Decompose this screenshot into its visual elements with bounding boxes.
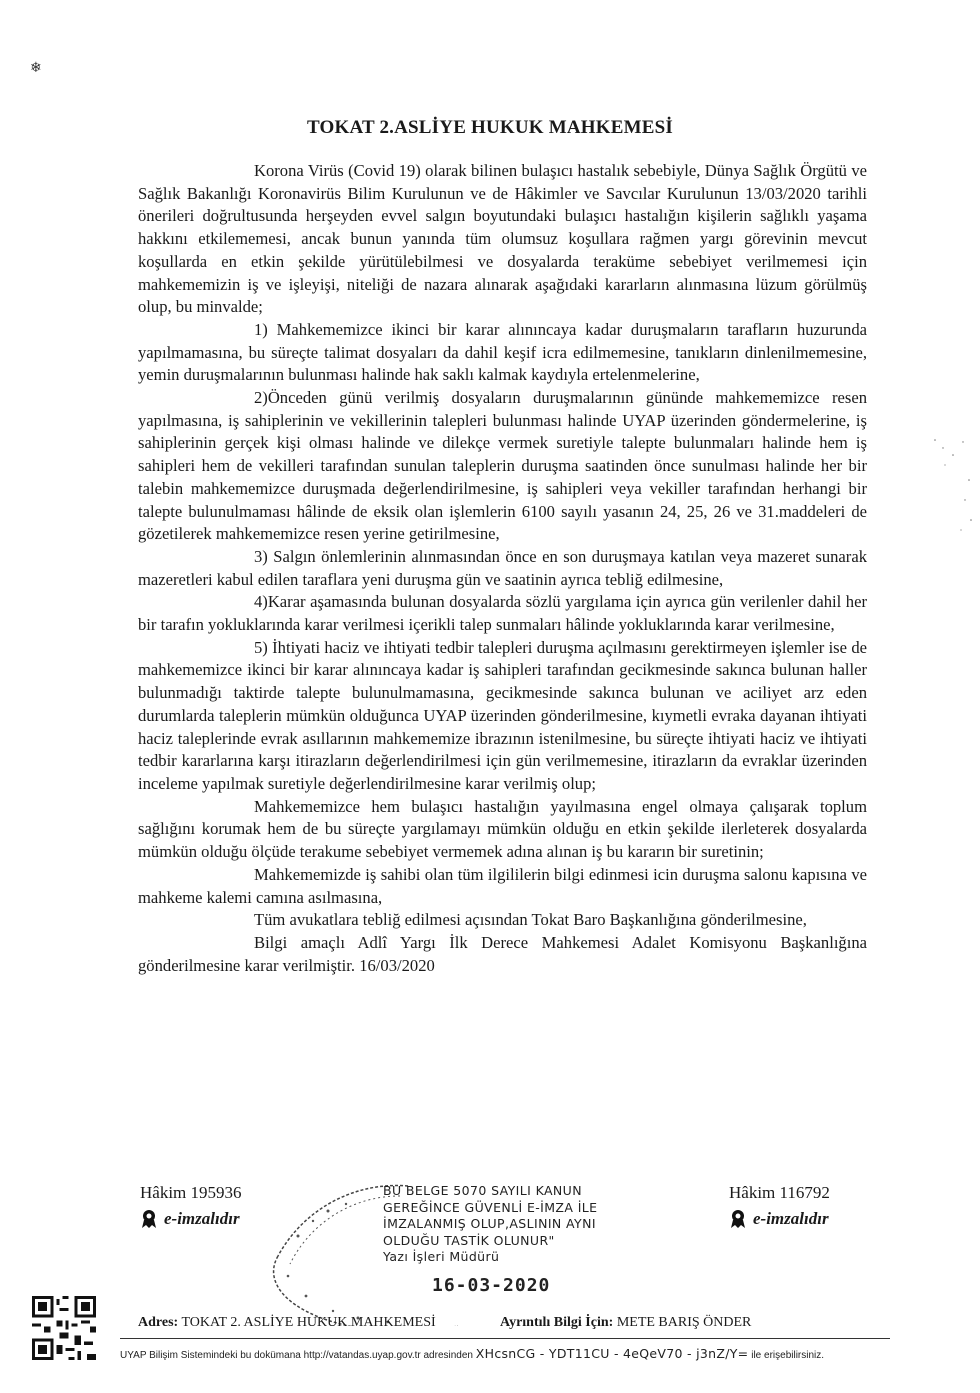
e-signature-seal-icon	[140, 1209, 158, 1229]
stamp-date: 16-03-2020	[432, 1275, 551, 1296]
address-label: Adres:	[138, 1315, 179, 1330]
closing-paragraph-2: Mahkememizde iş sahibi olan tüm ilgililerin bilgi edinmesi icin duruşma salonu kapısına ve mahkeme kalemi camına asılmasına,	[138, 864, 867, 907]
intro-paragraph: Korona Virüs (Covid 19) olarak bilinen bulaşıcı hastalık sebebiyle, Dünya Sağlık Örgütü ve Sağlık Bakanlığı Koronavirüs Bilim Kurulunun ve de Hâkimler ve Savcılar Kurulunun 13/03/2020 tarihli önerileri doğrultusunda herşeyden evvel salgın boyutundaki bulaşıcı hastalığın kişilerin sağlıklı yaşama hakkını etkilememesi, ancak bunun yanında tüm olumsuz koşullara rağmen yargı görevinin mevcut koşullarda en etkin şekilde yürütülebilmesi ve dosyalarda teraküme sebebiyet verilmemesi için mahkememizin iş ve işleyişi, niteliği de nazara alınarak aşağıdaki kararların alınmasına lüzum görülmüş olup, bu minvalde;	[138, 161, 867, 317]
contact-block	[500, 1315, 751, 1331]
qr-code-icon	[32, 1296, 96, 1360]
decision-item-2: 2)Önceden günü verilmiş dosyaların duruşmalarının gününde mahkememizce resen yapılmasına, iş sahiplerinin ve vekillerinin talepleri bulunması halinde UYAP üzerinden göndermelerine, iş sahiplerinin gerçek kişi olması halinde ve dilekçe vermek suretiyle talepte bulunmaları halinde hem iş sahipleri hem de vekilleri tarafından sunulan taleplerin duruşma saatinden önce sunulması halinde her bir talebin mahkememizce duruşmada değerlendirilmesine, iş sahipleri veya vekiller tarafından herhangi bir talepte bulunulmaması hâlinde de eksik olan işlemlerin 6100 sayılı yasanın 24, 25, 26 ve 31.maddeleri de gözetilerek mahkememizce resen yerine getirilmesine,	[138, 388, 867, 544]
stamp-line: İMZALANMIŞ OLUP,ASLININ AYNI	[383, 1216, 596, 1231]
judge-title-left: Hâkim 195936	[140, 1183, 242, 1202]
stamp-line: OLDUĞU TASTİK OLUNUR"	[383, 1232, 555, 1248]
stamp-text-block	[383, 1183, 597, 1266]
decision-item-1: 1) Mahkememizce ikinci bir karar alınıncaya kadar duruşmaların tarafların huzurunda yapılmamasına, bu süreçte talimat dosyaları da dahil keşif icra edilmemesine, tanıkların dinlenilmemesine, yemin duruşmalarının bulunması halinde hak saklı kalmak kaydıyla ertelenmelerine,	[138, 319, 867, 385]
footer-divider	[120, 1338, 890, 1339]
verification-code: XHcsnCG - YDT11CU - 4eQeV70 - j3nZ/Y=	[475, 1346, 749, 1361]
esign-label-left	[140, 1209, 242, 1229]
stamp-line: Yazı İşleri Müdürü	[383, 1249, 500, 1264]
document-title: TOKAT 2.ASLİYE HUKUK MAHKEMESİ	[306, 117, 673, 138]
footer-suffix: ile erişebilirsiniz.	[751, 1350, 825, 1361]
closing-paragraph-3: Tüm avukatlara tebliğ edilmesi açısından Tokat Baro Başkanlığına gönderilmesine,	[254, 910, 807, 930]
address-value: TOKAT 2. ASLİYE HUKUK MAHKEMESİ	[181, 1315, 436, 1330]
contact-label: Ayrıntılı Bilgi İçin:	[500, 1315, 614, 1330]
contact-value: METE BARIŞ ÖNDER	[616, 1315, 752, 1330]
scan-artifact-dots	[925, 420, 975, 560]
esign-text-right: e-imzalıdır	[753, 1209, 829, 1228]
stamp-line: GEREĞİNCE GÜVENLİ E-İMZA İLE	[383, 1199, 598, 1215]
judge-signature-left	[140, 1183, 242, 1229]
decision-item-5: 5) İhtiyati haciz ve ihtiyati tedbir talepleri duruşma açılmasını gerektirmeyen işlemler ise de mahkememizce ikinci bir karar alınıncaya kadar iş sahipleri tarafından gecikmesinde sakınca bulunan haller bulunmadığı taktirde talepte bulunulmamasına, gecikmesinde sakınca bulunan ve aciliyet arz eden durumlarda taleplerin mümkün olduğunca UYAP üzerinden gönderilmesine, kıymetli evraka dayanan ihtiyati haciz taleplerinde evrak asıllarının mahkememize ibrazının istenilmesine, bu süreçte ihtiyati haciz ve ihtiyati tedbir kararlarına karşı itirazların değerlendirilmesi için gün verilmemesine, itirazların da evraklar üzerinden inceleme yapılmak suretiyle değerlendirilmesine karar verilmiş olup;	[138, 637, 867, 793]
document-body	[138, 160, 867, 977]
esign-text-left: e-imzalıdır	[164, 1209, 240, 1228]
decision-item-3: 3) Salgın önlemlerinin alınmasından önce en son duruşmaya katılan veya mazeret sunarak mazeretleri kabul edilen taraflara yeni duruşma gün ve saatinin ayrıca tebliğ edilmesine,	[138, 546, 867, 589]
e-signature-seal-icon	[729, 1209, 747, 1229]
closing-paragraph-4: Bilgi amaçlı Adlî Yargı İlk Derece Mahkemesi Adalet Komisyonu Başkanlığına gönderilmesine karar verilmiştir. 16/03/2020	[138, 932, 867, 975]
esign-label-right	[729, 1209, 830, 1229]
footer-prefix: UYAP Bilişim Sistemindeki bu dokümana http://vatandas.uyap.gov.tr adresinden	[120, 1350, 473, 1361]
decision-item-4: 4)Karar aşamasında bulunan dosyalarda sözlü yargılama için ayrıca gün verilenler dahil her bir tarafın yokluklarında karar verilmesi içerikli talep sunmaları hâlinde yokluklarında karar verilmesine,	[138, 592, 867, 635]
judge-signature-right	[729, 1183, 830, 1229]
stamp-line: BU BELGE 5070 SAYILI KANUN	[383, 1183, 582, 1198]
scan-artifact-icon: ❄	[30, 61, 42, 76]
uyap-footer	[120, 1346, 910, 1361]
closing-paragraph-1: Mahkememizce hem bulaşıcı hastalığın yayılmasına engel olmaya çalışarak toplum sağlığını korumak hem de bu süreçte yargılamayı mümkün olduğu en etkin şekilde ilerleterek dosyalarda mümkün olduğu ölçüde terakume sebebiyet vermemek adına alınan iş bu kararın bir suretinin;	[138, 796, 867, 862]
address-block	[138, 1315, 436, 1331]
judge-title-right: Hâkim 116792	[729, 1183, 830, 1202]
